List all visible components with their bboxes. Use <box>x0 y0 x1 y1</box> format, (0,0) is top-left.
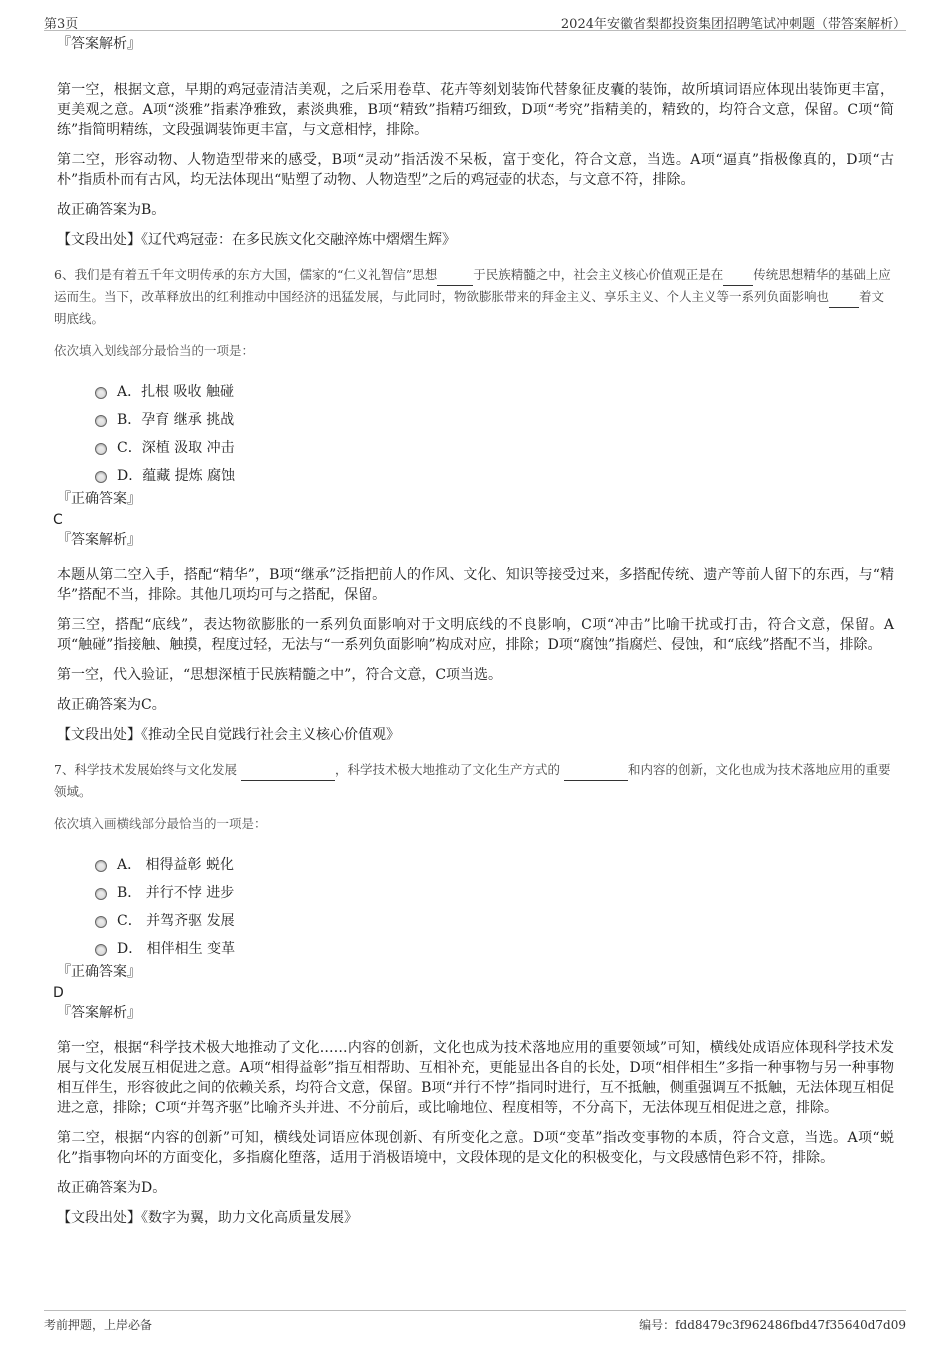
option-c[interactable]: C．深植 汲取 冲击 <box>95 433 894 461</box>
correct-answer-value: D <box>53 985 64 1001</box>
analysis-paragraph: 第一空，根据文意，早期的鸡冠壶清洁美观，之后采用卷草、花卉等刻划装饰代替象征皮囊的装饰，故所填词语应体现出装饰更丰富，更美观之意。A项“淡雅”指素净雅致，素淡典雅，B项“精致”指精巧细致，D项“考究”指精美的，精致的，均符合文意，保留。C项“简练”指简明精练，文段强调装饰更丰富，与文意相悖，排除。 <box>57 82 894 138</box>
document-id: 编号：fdd8479c3f962486fbd47f35640d7d09 <box>639 1318 906 1332</box>
analysis-paragraph: 第一空，根据“科学技术极大地推动了文化……内容的创新，文化也成为技术落地应用的重要领域”可知，横线处成语应体现科学技术发展与文化发展互相促进之意。A项“相得益彰”指互相帮助、互相补充，更能显出各自的长处，D项“相伴相生”多指一种事物与另一种事物相互伴生，形容彼此之间的依赖关系，均符合文意，保留。B项“并行不悖”指同时进行，互不抵触，侧重强调互不抵触，无法体现互相促进之意，排除；C项“并驾齐驱”比喻齐头并进、不分前后，或比喻地位、程度相等，不分高下，无法体现互相促进之意，排除。 <box>57 1040 894 1116</box>
analysis-label: 『答案解析』 <box>57 532 141 548</box>
source-citation: 【文段出处】《推动全民自觉践行社会主义核心价值观》 <box>57 727 400 743</box>
radio-icon[interactable] <box>95 471 107 483</box>
analysis-paragraph: 第一空，代入验证，“思想深植于民族精髓之中”，符合文意，C项当选。 <box>57 667 503 683</box>
blank-line <box>723 264 753 286</box>
correct-answer-label: 『正确答案』 <box>57 964 141 980</box>
page-footer <box>44 1310 906 1339</box>
question-7-prompt: 依次填入画横线部分最恰当的一项是： <box>54 816 267 831</box>
question-7-stem: 7、科学技术发展始终与文化发展 ，科学技术极大地推动了文化生产方式的 和内容的创新，文化也成为技术落地应用的重要领域。 <box>54 759 894 802</box>
page-header <box>44 0 906 31</box>
document-title: 2024年安徽省梨都投资集团招聘笔试冲刺题（带答案解析） <box>560 17 906 32</box>
radio-icon[interactable] <box>95 916 107 928</box>
radio-icon[interactable] <box>95 415 107 427</box>
analysis-paragraph: 第二空，根据“内容的创新”可知，横线处词语应体现创新、有所变化之意。D项“变革”指改变事物的本质，符合文意，当选。A项“蜕化”指事物向坏的方面变化，多指腐化堕落，适用于消极语境中，文段体现的是文化的积极变化，与文段感情色彩不符，排除。 <box>57 1130 894 1166</box>
option-b[interactable]: B． 并行不悖 进步 <box>95 878 894 906</box>
option-a[interactable]: A．扎根 吸收 触碰 <box>95 377 894 405</box>
analysis-paragraph: 第三空，搭配“底线”，表达物欲膨胀的一系列负面影响对于文明底线的不良影响，C项“冲击”比喻干扰或打击，符合文意，保留。A项“触碰”指接触、触摸，程度过轻，无法与“一系列负面影响”构成对应，排除；D项“腐蚀”指腐烂、侵蚀，和“底线”搭配不当，排除。 <box>57 617 894 653</box>
footer-slogan: 考前押题，上岸必备 <box>44 1318 153 1332</box>
radio-icon[interactable] <box>95 443 107 455</box>
radio-icon[interactable] <box>95 387 107 399</box>
analysis-paragraph: 第二空，形容动物、人物造型带来的感受，B项“灵动”指活泼不呆板，富于变化，符合文意，当选。A项“逼真”指极像真的，D项“古朴”指质朴而有古风，均无法体现出“贴塑了动物、人物造型”之后的鸡冠壶的状态，与文意不符，排除。 <box>57 152 894 188</box>
analysis-conclusion: 故正确答案为C。 <box>57 697 166 713</box>
source-citation: 【文段出处】《辽代鸡冠壶：在多民族文化交融淬炼中熠熠生辉》 <box>57 232 456 248</box>
source-citation: 【文段出处】《数字为翼，助力文化高质量发展》 <box>57 1210 358 1226</box>
page-number: 第3页 <box>44 17 79 32</box>
option-d[interactable]: D． 相伴相生 变革 <box>95 934 894 962</box>
question-6-prompt: 依次填入划线部分最恰当的一项是： <box>54 343 255 358</box>
page-content <box>53 34 894 1229</box>
question-7-options <box>95 850 894 962</box>
analysis-conclusion: 故正确答案为B。 <box>57 202 166 218</box>
correct-answer-label: 『正确答案』 <box>57 491 141 507</box>
radio-icon[interactable] <box>95 860 107 872</box>
blank-line <box>241 759 335 781</box>
question-6-stem: 6、我们是有着五千年文明传承的东方大国，儒家的“仁义礼智信”思想 于民族精髓之中，社会主义核心价值观正是在 传统思想精华的基础上应运而生。当下，改革释放出的红利推动中国经济的迅猛发展，与此同时，物欲膨胀带来的拜金主义、享乐主义、个人主义等一系列负面影响也 着文明底线。 <box>54 264 894 329</box>
option-d[interactable]: D．蕴藏 提炼 腐蚀 <box>95 461 894 489</box>
blank-line <box>437 264 473 286</box>
option-c[interactable]: C． 并驾齐驱 发展 <box>95 906 894 934</box>
radio-icon[interactable] <box>95 888 107 900</box>
analysis-label: 『答案解析』 <box>57 36 141 52</box>
analysis-conclusion: 故正确答案为D。 <box>57 1180 167 1196</box>
blank-line <box>564 759 628 781</box>
correct-answer-value: C <box>53 512 63 528</box>
blank-line <box>829 286 859 308</box>
question-6-options <box>95 377 894 489</box>
analysis-paragraph: 本题从第二空入手，搭配“精华”，B项“继承”泛指把前人的作风、文化、知识等接受过来，多搭配传统、遗产等前人留下的东西，与“精华”搭配不当，排除。其他几项均可与之搭配，保留。 <box>57 567 894 603</box>
option-a[interactable]: A． 相得益彰 蜕化 <box>95 850 894 878</box>
radio-icon[interactable] <box>95 944 107 956</box>
option-b[interactable]: B．孕育 继承 挑战 <box>95 405 894 433</box>
analysis-label: 『答案解析』 <box>57 1005 141 1021</box>
